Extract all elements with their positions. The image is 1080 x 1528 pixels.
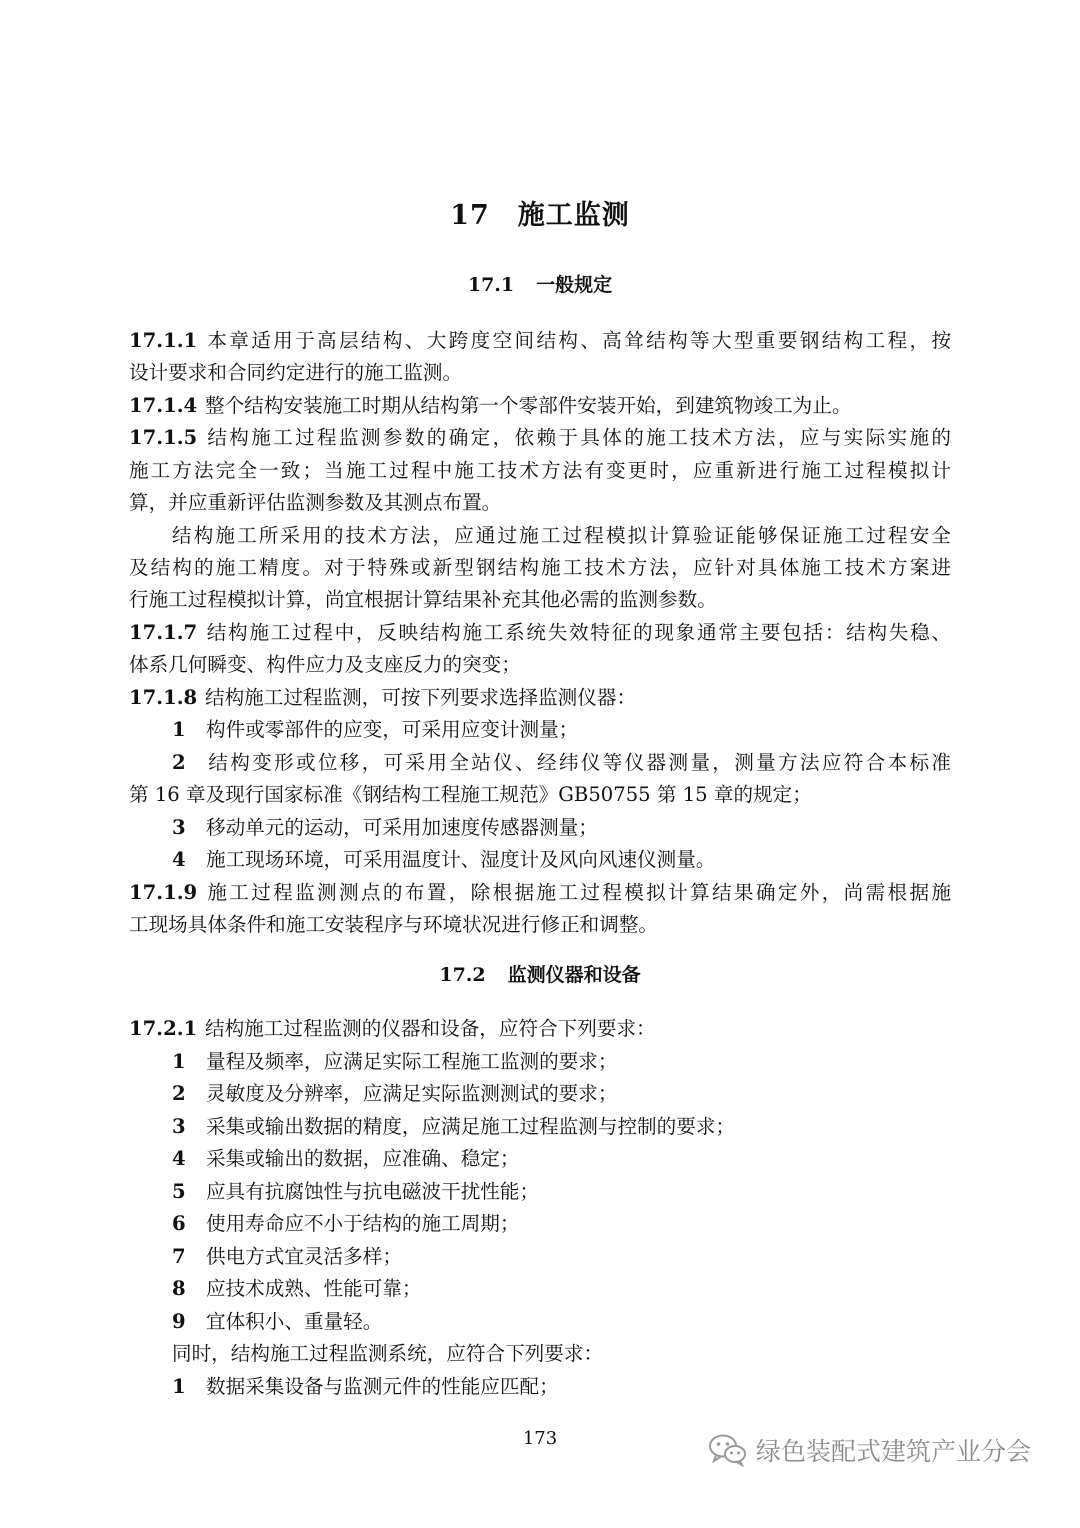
clause-text: 施工过程监测测点的布置，除根据施工过程模拟计算结果确定外，尚需根据施 [205, 881, 951, 904]
paragraph-line: 体系几何瞬变、构件应力及支座反力的突变； [129, 653, 521, 676]
list-item [172, 1241, 951, 1273]
watermark-text: 绿色装配式建筑产业分会 [756, 1437, 1032, 1466]
clause-number: 17.2.1 [129, 1017, 198, 1040]
item-text: 量程及频率，应满足实际工程施工监测的要求； [206, 1050, 618, 1073]
list-item [172, 1176, 951, 1208]
clause-number: 17.1.9 [129, 881, 198, 904]
paragraph-line [129, 390, 951, 422]
item-number: 3 [172, 816, 186, 839]
item-text: 应具有抗腐蚀性与抗电磁波干扰性能； [206, 1180, 540, 1203]
item-text: 灵敏度及分辨率，应满足实际监测测试的要求； [206, 1082, 618, 1105]
paragraph-line: 工现场具体条件和施工安装程序与环境状况进行修正和调整。 [129, 913, 659, 936]
chapter-title [0, 193, 1080, 232]
item-text: 移动单元的运动，可采用加速度传感器测量； [206, 816, 598, 839]
item-text: 数据采集设备与监测元件的性能应匹配； [206, 1375, 559, 1398]
list-item [172, 714, 951, 746]
list-item [172, 844, 951, 876]
paragraph-line: 行施工过程模拟计算，尚宜根据计算结果补充其他必需的监测参数。 [129, 588, 717, 611]
paragraph-line: 结构施工所采用的技术方法，应通过施工过程模拟计算验证能够保证施工过程安全 [172, 524, 951, 547]
paragraph-line [129, 422, 951, 454]
item-text: 施工现场环境，可采用温度计、湿度计及风向风速仪测量。 [206, 848, 716, 871]
section-name: 一般规定 [536, 274, 613, 296]
clause-text: 结构施工过程监测参数的确定，依赖于具体的施工技术方法，应与实际实施的 [205, 426, 951, 449]
item-text: 结构变形或位移，可采用全站仪、经纬仪等仪器测量，测量方法应符合本标准 [206, 751, 951, 774]
watermark [708, 1432, 1031, 1468]
list-item [172, 1143, 951, 1175]
section-heading [0, 960, 1080, 987]
chapter-number: 17 [450, 200, 490, 231]
item-number: 4 [172, 1147, 186, 1170]
item-text: 应技术成熟、性能可靠； [206, 1277, 422, 1300]
section-name: 监测仪器和设备 [507, 964, 641, 986]
clause-number: 17.1.5 [129, 426, 198, 449]
paragraph-line [129, 682, 951, 714]
item-number: 9 [172, 1310, 186, 1333]
list-item [172, 1273, 951, 1305]
wechat-icon [708, 1433, 748, 1467]
section-number: 17.2 [439, 964, 486, 986]
section-number: 17.1 [467, 274, 515, 296]
paragraph-line: 同时，结构施工过程监测系统，应符合下列要求： [172, 1342, 604, 1365]
paragraph-line [129, 1013, 951, 1045]
item-number: 1 [172, 1375, 186, 1398]
paragraph-line [129, 617, 951, 649]
page-number: 173 [522, 1428, 558, 1449]
paragraph-line [129, 877, 951, 909]
clause-number: 17.1.4 [129, 394, 198, 417]
clause-number: 17.1.1 [129, 329, 198, 352]
item-number: 2 [172, 1082, 186, 1105]
list-item [172, 1371, 951, 1403]
clause-text: 整个结构安装施工时期从结构第一个零部件安装开始，到建筑物竣工为止。 [205, 394, 852, 417]
list-item [172, 1046, 951, 1078]
clause-number: 17.1.7 [129, 621, 198, 644]
item-number: 2 [172, 751, 186, 774]
item-text: 采集或输出数据的精度，应满足施工过程监测与控制的要求； [206, 1115, 736, 1138]
paragraph-line: 设计要求和合同约定进行的施工监测。 [129, 361, 463, 384]
item-number: 1 [172, 718, 186, 741]
item-number: 4 [172, 848, 186, 871]
item-number: 6 [172, 1212, 186, 1235]
paragraph-line: 施工方法完全一致；当施工过程中施工技术方法有变更时，应重新进行施工过程模拟计 [129, 459, 951, 482]
item-number: 7 [172, 1245, 186, 1268]
list-item [172, 1306, 951, 1338]
clause-text: 本章适用于高层结构、大跨度空间结构、高耸结构等大型重要钢结构工程，按 [205, 329, 951, 352]
item-number: 5 [172, 1180, 186, 1203]
item-text: 采集或输出的数据，应准确、稳定； [206, 1147, 520, 1170]
list-item [172, 1111, 951, 1143]
clause-text: 结构施工过程监测的仪器和设备，应符合下列要求： [205, 1017, 656, 1040]
list-item [172, 747, 951, 779]
item-text: 供电方式宜灵活多样； [206, 1245, 402, 1268]
section-heading [0, 270, 1080, 297]
clause-text: 结构施工过程中，反映结构施工系统失效特征的现象通常主要包括：结构失稳、 [205, 621, 951, 644]
chapter-name: 施工监测 [517, 200, 630, 231]
item-number: 8 [172, 1277, 186, 1300]
item-number: 3 [172, 1115, 186, 1138]
paragraph-line: 算，并应重新评估监测参数及其测点布置。 [129, 491, 502, 514]
list-item [172, 1078, 951, 1110]
list-item [172, 1208, 951, 1240]
clause-text: 结构施工过程监测，可按下列要求选择监测仪器： [205, 686, 637, 709]
item-text: 宜体积小、重量轻。 [206, 1310, 383, 1333]
item-text: 构件或零部件的应变，可采用应变计测量； [206, 718, 579, 741]
clause-number: 17.1.8 [129, 686, 198, 709]
item-number: 1 [172, 1050, 186, 1073]
paragraph-line: 第 16 章及现行国家标准《钢结构工程施工规范》GB50755 第 15 章的规定； [129, 783, 812, 806]
list-item [172, 812, 951, 844]
item-text: 使用寿命应不小于结构的施工周期； [206, 1212, 520, 1235]
paragraph-line [129, 325, 951, 357]
paragraph-line: 及结构的施工精度。对于特殊或新型钢结构施工技术方法，应针对具体施工技术方案进 [129, 556, 951, 579]
